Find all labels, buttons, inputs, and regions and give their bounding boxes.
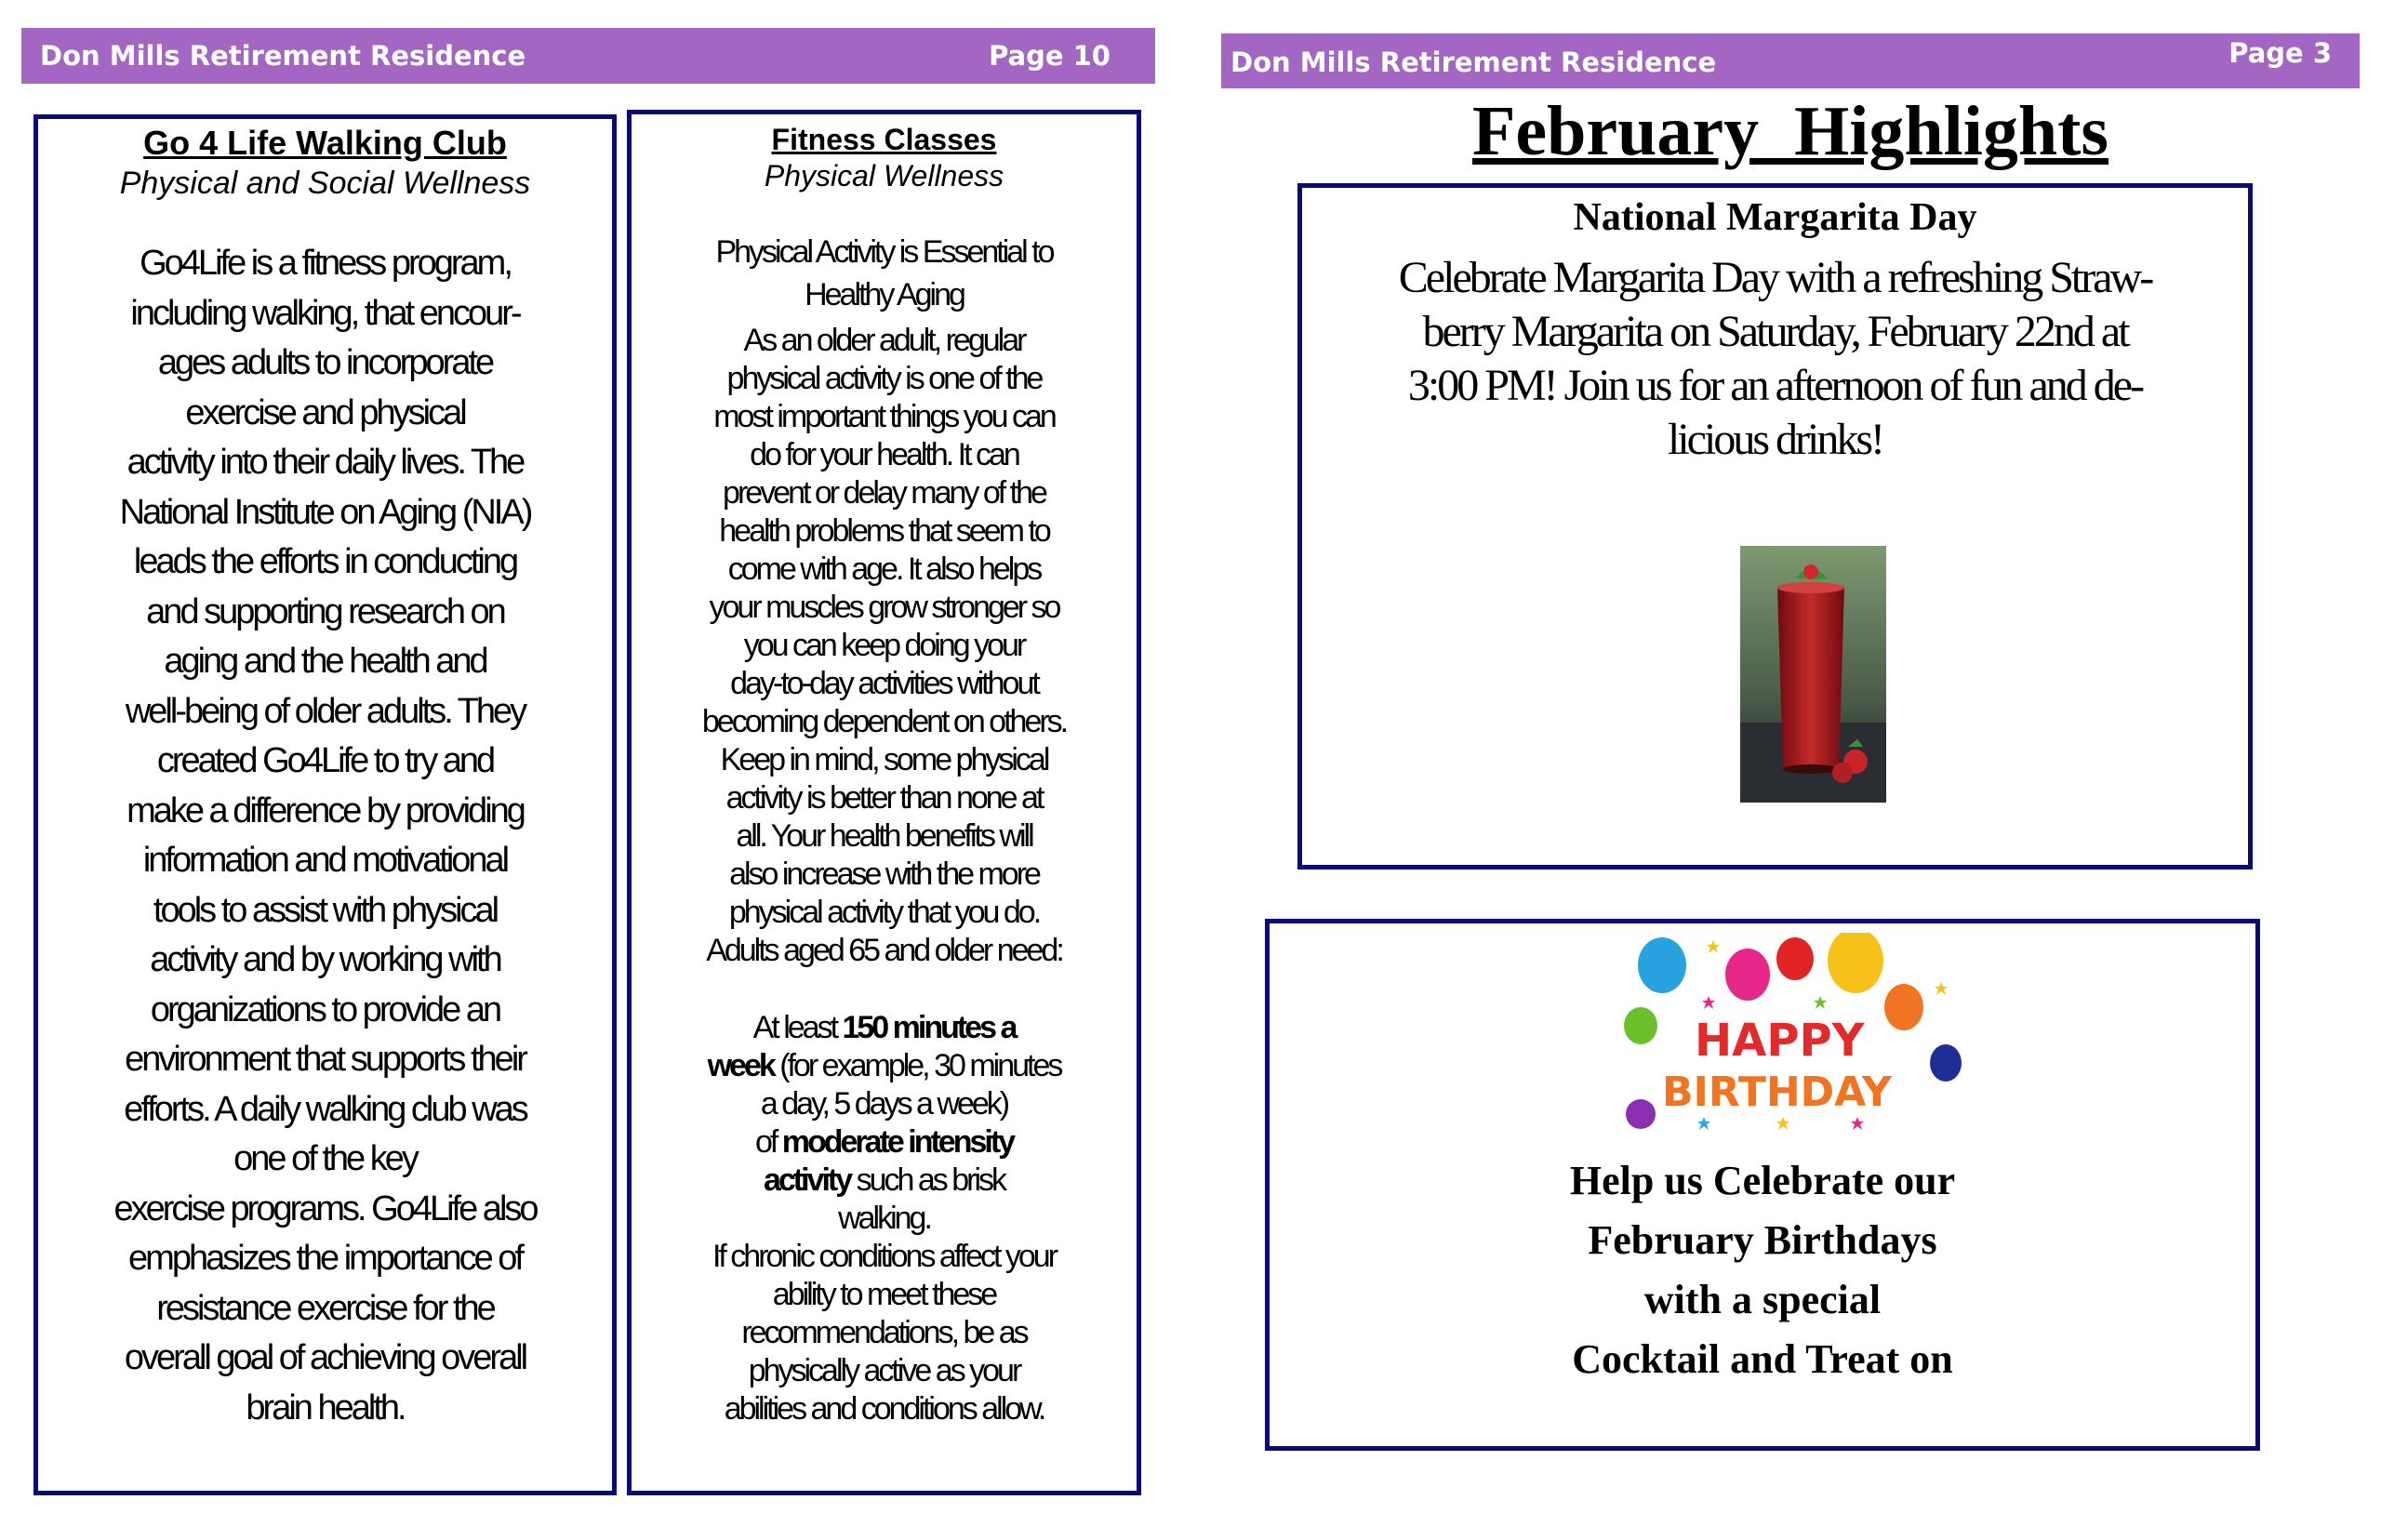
fitness-subtitle: Physical Wellness (764, 159, 1004, 192)
text-segment: abilities and conditions allow. (724, 1391, 1044, 1427)
text-line (632, 1352, 1137, 1390)
fitness-classes-box (627, 110, 1141, 1495)
walking-club-body (38, 239, 612, 1433)
text-line (632, 1123, 1137, 1162)
text-line: ages adults to incorporate (157, 343, 493, 382)
page-number: Page 3 (2228, 37, 2332, 69)
text-segment: a day, 5 days a week) (760, 1086, 1008, 1122)
page-number: Page 10 (989, 40, 1111, 72)
text-line: well-being of older adults. They (125, 691, 525, 731)
text-line: you can keep doing your (743, 628, 1025, 663)
text-line: activity into their daily lives. The (126, 443, 524, 482)
page-title: February Highlights (1471, 92, 2109, 170)
right-page-header (1221, 33, 2360, 88)
text-line: resistance exercise for the (156, 1288, 494, 1328)
text-line: activity and by working with (150, 940, 500, 979)
text-line: National Institute on Aging (NIA) (119, 492, 531, 532)
text-line: Cocktail and Treat on (1572, 1336, 1953, 1382)
walking-club-title: Go 4 Life Walking Club (143, 124, 507, 162)
strawberry-margarita-image (1740, 546, 1886, 803)
text-line: also increase with the more (729, 856, 1039, 892)
text-line: leads the efforts in conducting (133, 542, 517, 581)
birthday-text (1270, 1151, 2255, 1389)
text-line: berry Margarita on Saturday, February 22nd at (1422, 307, 2128, 356)
text-segment: ability to meet these (772, 1277, 996, 1312)
text-line: tools to assist with physical (153, 890, 498, 930)
graphic-happy-text: HAPPY (1695, 1015, 1865, 1067)
text-line: Keep in mind, some physical (720, 742, 1048, 777)
fitness-paragraph (632, 322, 1137, 970)
text-line (632, 1200, 1137, 1238)
text-line (632, 1314, 1137, 1352)
walking-club-box (33, 114, 617, 1495)
text-line: emphasizes the importance of (128, 1239, 522, 1278)
text-line: Physical Activity is Essential to (715, 234, 1053, 270)
text-line: becoming dependent on others. (701, 704, 1067, 739)
bold-text: 150 minutes a (842, 1010, 1016, 1045)
margarita-text (1302, 251, 2248, 467)
margarita-day-box (1297, 183, 2253, 870)
text-line: prevent or delay many of the (723, 475, 1045, 511)
text-line (632, 1009, 1137, 1047)
left-page-header (21, 28, 1155, 84)
text-line (632, 1162, 1137, 1200)
text-line: make a difference by providing (126, 790, 524, 830)
text-line (632, 1238, 1137, 1276)
text-line: most important things you can (713, 399, 1055, 434)
graphic-birthday-text: BIRTHDAY (1662, 1069, 1892, 1116)
text-line: efforts. A daily walking club was (124, 1089, 526, 1129)
text-line: organizations to provide an (150, 989, 500, 1029)
text-line: aging and the health and (164, 642, 486, 681)
text-line: As an older adult, regular (743, 323, 1025, 358)
text-segment: physically active as your (748, 1353, 1020, 1388)
text-segment: recommendations, be as (741, 1315, 1027, 1350)
text-line: including walking, that encour- (130, 293, 520, 333)
text-line: come with age. It also helps (727, 551, 1041, 587)
text-line: physical activity is one of the (726, 361, 1042, 396)
text-line (632, 1276, 1137, 1314)
text-line (632, 1047, 1137, 1085)
birthday-box (1265, 919, 2260, 1451)
fitness-intro (632, 231, 1137, 316)
text-line: one of the key (233, 1139, 417, 1178)
bold-text: week (707, 1048, 774, 1083)
header-title: Don Mills Retirement Residence (40, 40, 526, 72)
text-line: brain health. (246, 1387, 405, 1427)
text-line: and supporting research on (146, 591, 504, 631)
text-line: information and motivational (142, 841, 508, 880)
text-segment: If chronic conditions affect your (712, 1239, 1057, 1274)
header-title: Don Mills Retirement Residence (1230, 46, 1717, 78)
margarita-title: National Margarita Day (1573, 196, 1977, 239)
text-line: physical activity that you do. (728, 895, 1040, 930)
text-line (632, 1085, 1137, 1123)
text-segment: of (754, 1124, 782, 1160)
text-segment: (for example, 30 minutes (773, 1048, 1061, 1083)
text-segment: At least (752, 1010, 843, 1045)
text-line: Healthy Aging (805, 277, 964, 312)
text-line: health problems that seem to (719, 513, 1049, 549)
text-line: created Go4Life to try and (156, 741, 494, 780)
text-line: Adults aged 65 and older need: (706, 933, 1062, 968)
text-line: exercise and physical (185, 392, 465, 432)
text-line: exercise programs. Go4Life also (113, 1188, 537, 1228)
text-line: your muscles grow stronger so (709, 590, 1059, 625)
text-line: do for your health. It can (750, 437, 1018, 472)
text-segment: such as brisk (850, 1162, 1005, 1198)
text-line: 3:00 PM! Join us for an afternoon of fun and de- (1407, 361, 2143, 410)
text-line: Go4Life is a fitness program, (140, 244, 511, 283)
walking-club-subtitle: Physical and Social Wellness (119, 166, 531, 201)
text-line (632, 1390, 1137, 1428)
bold-text: moderate intensity (781, 1124, 1014, 1160)
text-segment: walking. (838, 1201, 930, 1236)
text-line: February Birthdays (1588, 1217, 1937, 1263)
text-line: licious drinks! (1668, 415, 1882, 464)
bold-text: activity (763, 1162, 851, 1198)
text-line: with a special (1643, 1277, 1882, 1322)
fitness-title: Fitness Classes (771, 123, 997, 156)
text-line: day-to-day activities without (730, 666, 1038, 701)
happy-birthday-graphic (1620, 933, 1964, 1133)
text-line: Help us Celebrate our (1569, 1158, 1956, 1203)
text-line: activity is better than none at (725, 780, 1043, 816)
text-line: environment that supports their (125, 1040, 525, 1079)
text-line: all. Your health benefits will (736, 818, 1032, 854)
text-line: overall goal of achieving overall (124, 1338, 526, 1377)
text-line: Celebrate Margarita Day with a refreshing Straw- (1398, 253, 2152, 302)
fitness-recommendation (632, 1009, 1137, 1428)
